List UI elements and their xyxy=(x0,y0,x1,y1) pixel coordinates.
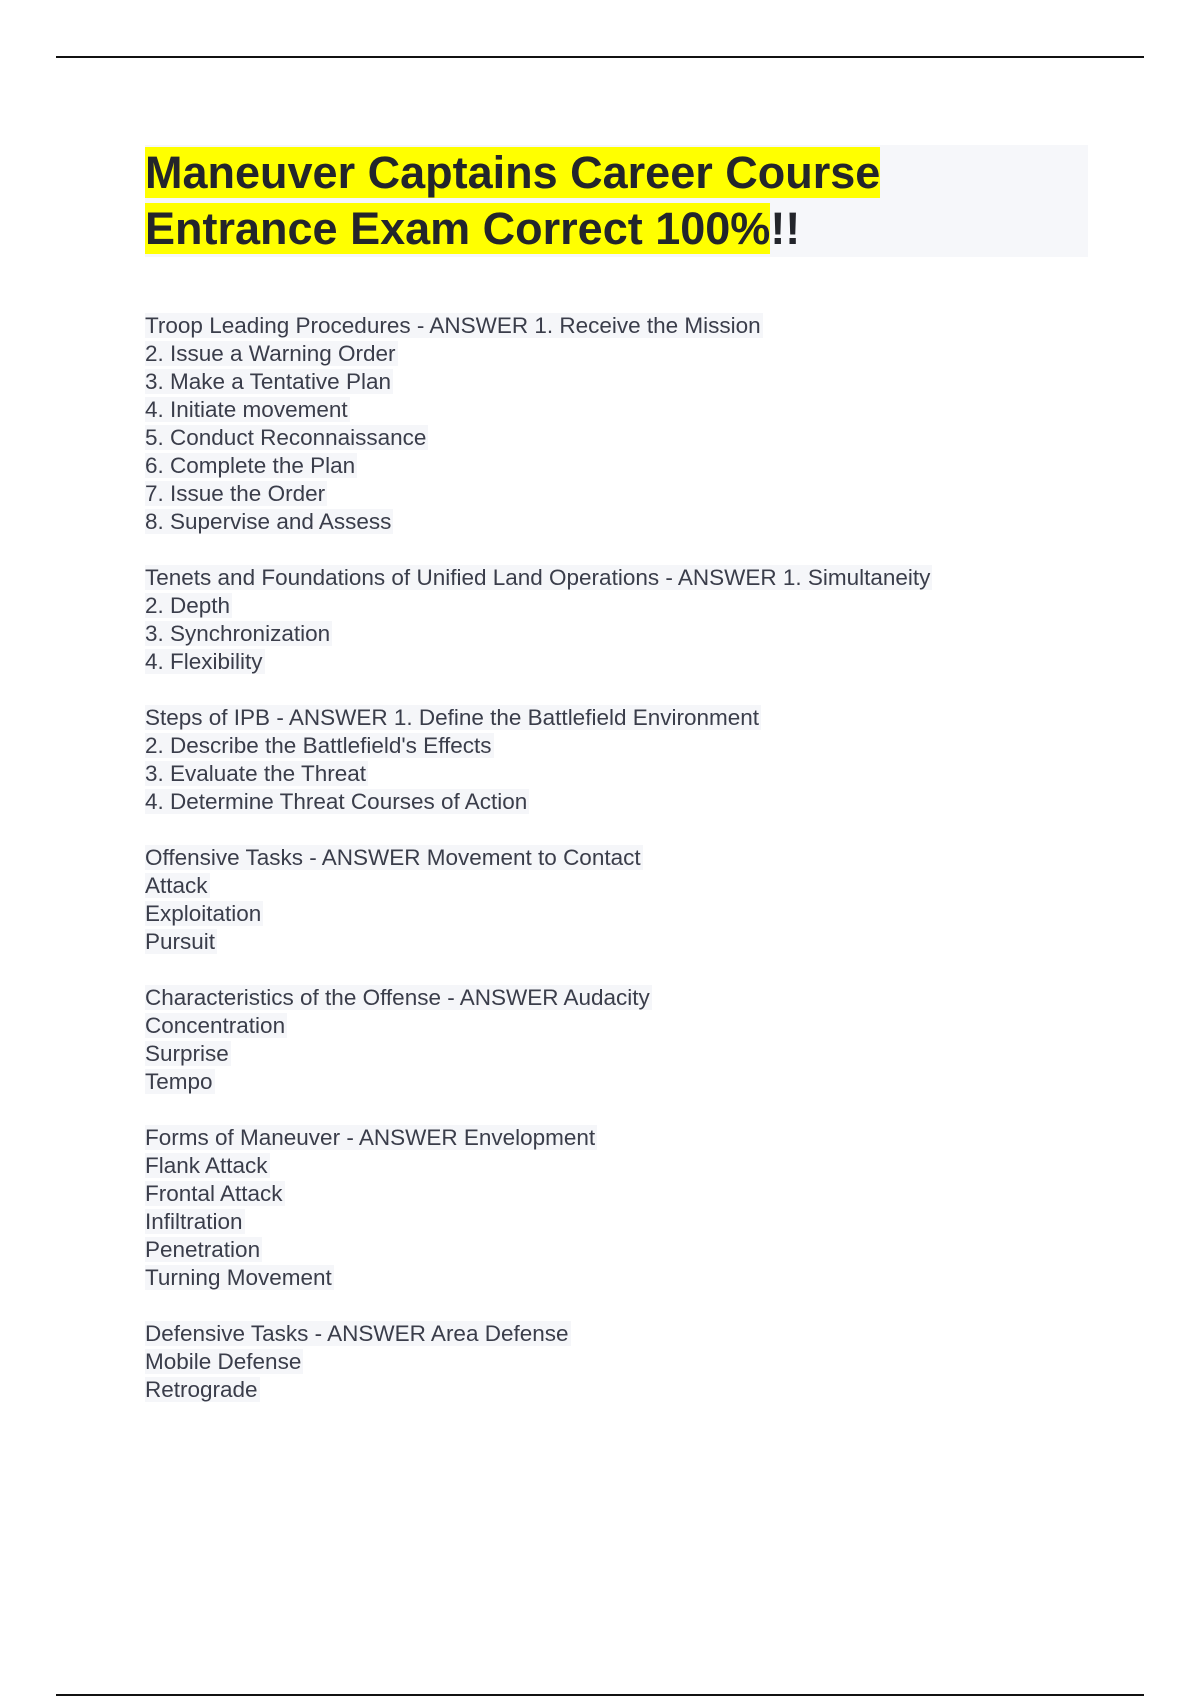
title-suffix: !! xyxy=(770,203,801,254)
qa-line-text: Surprise xyxy=(145,1041,229,1066)
qa-line-text: 4. Flexibility xyxy=(145,649,263,674)
qa-line-text: 4. Determine Threat Courses of Action xyxy=(145,789,528,814)
qa-line-text: Pursuit xyxy=(145,929,216,954)
qa-line-text: Concentration xyxy=(145,1013,286,1038)
qa-answer-line xyxy=(145,1236,1105,1264)
qa-line-text: 4. Initiate movement xyxy=(145,397,348,422)
qa-answer-line xyxy=(145,480,1105,508)
qa-block xyxy=(145,844,1105,956)
qa-block xyxy=(145,1124,1105,1292)
qa-line-text: Defensive Tasks - ANSWER Area Defense xyxy=(145,1321,569,1346)
qa-line-text: Characteristics of the Offense - ANSWER Audacity xyxy=(145,985,650,1010)
qa-answer-line xyxy=(145,872,1105,900)
qa-question-line xyxy=(145,1320,1105,1348)
qa-block xyxy=(145,704,1105,816)
qa-line-text: 3. Make a Tentative Plan xyxy=(145,369,391,394)
qa-answer-line xyxy=(145,732,1105,760)
qa-line-text: Flank Attack xyxy=(145,1153,268,1178)
qa-answer-line xyxy=(145,760,1105,788)
qa-line-text: Penetration xyxy=(145,1237,261,1262)
qa-answer-line xyxy=(145,592,1105,620)
qa-line-text: 2. Depth xyxy=(145,593,231,618)
qa-answer-line xyxy=(145,1208,1105,1236)
qa-line-text: Infiltration xyxy=(145,1209,243,1234)
qa-answer-line xyxy=(145,1180,1105,1208)
qa-line-text: 3. Evaluate the Threat xyxy=(145,761,366,786)
qa-question-line xyxy=(145,564,1105,592)
qa-content xyxy=(145,312,1105,1432)
qa-answer-line xyxy=(145,508,1105,536)
qa-answer-line xyxy=(145,1040,1105,1068)
qa-answer-line xyxy=(145,928,1105,956)
qa-answer-line xyxy=(145,1068,1105,1096)
qa-line-text: Offensive Tasks - ANSWER Movement to Contact xyxy=(145,845,641,870)
qa-answer-line xyxy=(145,1012,1105,1040)
qa-answer-line xyxy=(145,396,1105,424)
qa-line-text: 7. Issue the Order xyxy=(145,481,326,506)
qa-question-line xyxy=(145,704,1105,732)
qa-answer-line xyxy=(145,340,1105,368)
qa-answer-line xyxy=(145,788,1105,816)
title-highlight-line-1: Maneuver Captains Career Course xyxy=(145,147,881,198)
qa-answer-line xyxy=(145,1152,1105,1180)
qa-answer-line xyxy=(145,620,1105,648)
qa-line-text: Tenets and Foundations of Unified Land Operations - ANSWER 1. Simultaneity xyxy=(145,565,931,590)
qa-line-text: Retrograde xyxy=(145,1377,258,1402)
qa-line-text: 3. Synchronization xyxy=(145,621,331,646)
qa-block xyxy=(145,984,1105,1096)
qa-answer-line xyxy=(145,1348,1105,1376)
qa-line-text: 6. Complete the Plan xyxy=(145,453,356,478)
qa-question-line xyxy=(145,844,1105,872)
qa-line-text: Attack xyxy=(145,873,208,898)
qa-block xyxy=(145,1320,1105,1404)
qa-line-text: Turning Movement xyxy=(145,1265,332,1290)
qa-question-line xyxy=(145,1124,1105,1152)
qa-line-text: Exploitation xyxy=(145,901,262,926)
qa-answer-line xyxy=(145,1376,1105,1404)
qa-answer-line xyxy=(145,648,1105,676)
qa-line-text: 2. Issue a Warning Order xyxy=(145,341,396,366)
qa-line-text: 8. Supervise and Assess xyxy=(145,509,392,534)
page-title xyxy=(145,145,1088,257)
qa-block xyxy=(145,564,1105,676)
qa-answer-line xyxy=(145,368,1105,396)
qa-answer-line xyxy=(145,424,1105,452)
qa-line-text: Frontal Attack xyxy=(145,1181,283,1206)
qa-question-line xyxy=(145,984,1105,1012)
title-highlight-line-2: Entrance Exam Correct 100% xyxy=(145,203,771,254)
qa-answer-line xyxy=(145,452,1105,480)
qa-line-text: Mobile Defense xyxy=(145,1349,302,1374)
qa-line-text: 2. Describe the Battlefield's Effects xyxy=(145,733,492,758)
qa-answer-line xyxy=(145,1264,1105,1292)
title-block xyxy=(145,145,1088,257)
qa-line-text: Forms of Maneuver - ANSWER Envelopment xyxy=(145,1125,596,1150)
qa-line-text: Troop Leading Procedures - ANSWER 1. Receive the Mission xyxy=(145,313,761,338)
qa-question-line xyxy=(145,312,1105,340)
qa-line-text: 5. Conduct Reconnaissance xyxy=(145,425,427,450)
qa-answer-line xyxy=(145,900,1105,928)
footer-rule xyxy=(56,1694,1144,1696)
qa-line-text: Tempo xyxy=(145,1069,213,1094)
header-rule xyxy=(56,56,1144,58)
qa-block xyxy=(145,312,1105,536)
qa-line-text: Steps of IPB - ANSWER 1. Define the Battlefield Environment xyxy=(145,705,760,730)
